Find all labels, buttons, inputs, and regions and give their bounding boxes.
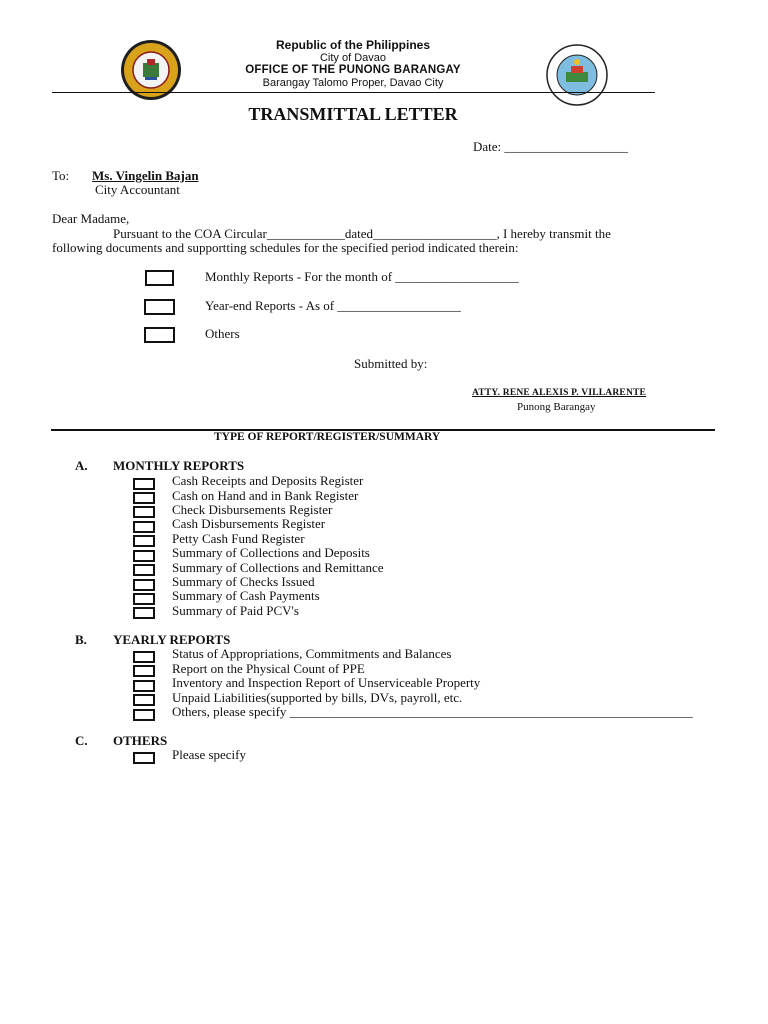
list-item: Status of Appropriations, Commitments and Balances [172, 646, 452, 661]
section-b-title: YEARLY REPORTS [113, 632, 231, 647]
list-item: Inventory and Inspection Report of Unserviceable Property [172, 675, 481, 690]
list-item: Please specify [172, 747, 247, 762]
barangay-talomo-seal [546, 44, 608, 106]
list-item: Summary of Cash Payments [172, 588, 320, 603]
list-item: Cash Disbursements Register [172, 516, 326, 531]
section-a-title: MONTHLY REPORTS [113, 458, 245, 473]
list-item: Petty Cash Fund Register [172, 531, 305, 546]
section-b-letter: B. [75, 632, 87, 647]
list-item: Cash on Hand and in Bank Register [172, 488, 359, 503]
checkbox-b-4[interactable] [133, 694, 155, 706]
checkbox-b-3[interactable] [133, 680, 155, 692]
checkbox-b-1[interactable] [133, 651, 155, 663]
list-item: Report on the Physical Count of PPE [172, 661, 365, 676]
checkbox-a-3[interactable] [133, 506, 155, 518]
signatory-name: ATTY. RENE ALEXIS P. VILLARENTE [472, 388, 647, 398]
checkbox-a-4[interactable] [133, 521, 155, 533]
salutation: Dear Madame, [52, 211, 130, 226]
date-field: Date: ___________________ [473, 139, 628, 154]
recipient-name: Ms. Vingelin Bajan [92, 168, 199, 183]
checkbox-a-10[interactable] [133, 607, 155, 619]
report-heading: TYPE OF REPORT/REGISTER/SUMMARY [214, 431, 441, 443]
checkbox-a-5[interactable] [133, 535, 155, 547]
address-line: Barangay Talomo Proper, Davao City [262, 77, 444, 89]
body-line-2: following documents and supportting schedules for the specified period indicated therein: [52, 240, 519, 255]
year-end-reports-checkbox[interactable] [144, 299, 175, 315]
checkbox-a-9[interactable] [133, 593, 155, 605]
submitted-by-label: Submitted by: [354, 356, 428, 371]
header-divider [52, 92, 655, 93]
section-c-title: OTHERS [113, 733, 168, 748]
list-item: Summary of Collections and Deposits [172, 545, 370, 560]
others-checkbox[interactable] [144, 327, 175, 343]
republic-line: Republic of the Philippines [275, 38, 430, 52]
checkbox-a-6[interactable] [133, 550, 155, 562]
document-title: TRANSMITTAL LETTER [248, 104, 458, 124]
list-item: Others, please specify ______________________________________________________________ [172, 704, 693, 719]
list-item: Summary of Collections and Remittance [172, 560, 384, 575]
list-item: Summary of Paid PCV's [172, 603, 299, 618]
checkbox-a-2[interactable] [133, 492, 155, 504]
checkbox-a-7[interactable] [133, 564, 155, 576]
checkbox-b-5[interactable] [133, 709, 155, 721]
section-a-letter: A. [75, 458, 88, 473]
list-item: Cash Receipts and Deposits Register [172, 473, 364, 488]
signatory-position: Punong Barangay [517, 401, 596, 413]
checkbox-b-2[interactable] [133, 665, 155, 677]
office-line: OFFICE OF THE PUNONG BARANGAY [245, 64, 461, 76]
list-item: Check Disbursements Register [172, 502, 333, 517]
monthly-reports-checkbox[interactable] [145, 270, 174, 286]
checkbox-a-1[interactable] [133, 478, 155, 490]
body-line-1: Pursuant to the COA Circular____________dated___________________, I hereby transmit the [113, 226, 611, 241]
list-item: Summary of Checks Issued [172, 574, 315, 589]
recipient-position: City Accountant [95, 182, 180, 197]
option-year-end-label: Year-end Reports - As of ___________________ [205, 298, 461, 313]
list-item: Unpaid Liabilities(supported by bills, DVs, payroll, etc. [172, 690, 463, 705]
section-c-letter: C. [75, 733, 88, 748]
city-line: City of Davao [319, 52, 387, 64]
option-monthly-label: Monthly Reports - For the month of ___________________ [205, 269, 519, 284]
checkbox-c-1[interactable] [133, 752, 155, 764]
option-others-label: Others [205, 326, 240, 341]
checkbox-a-8[interactable] [133, 579, 155, 591]
to-label: To: [52, 168, 70, 183]
